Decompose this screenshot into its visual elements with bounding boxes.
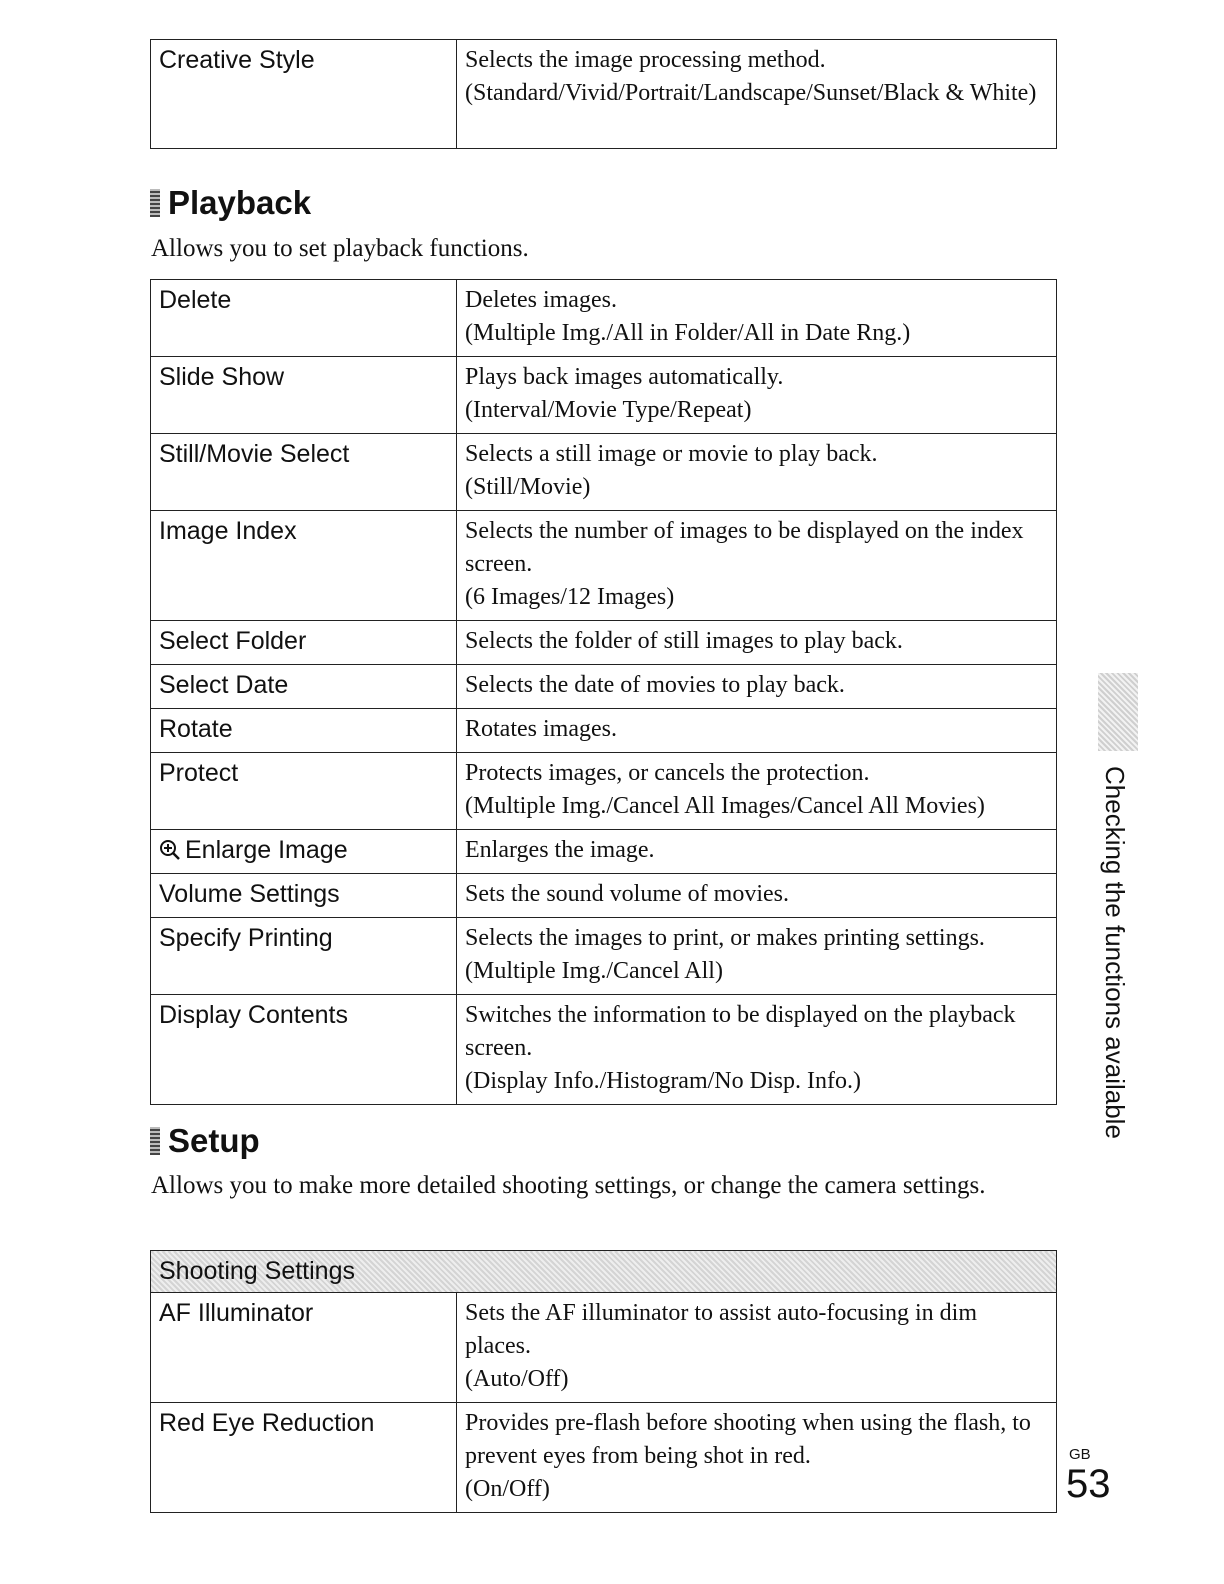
section-heading-playback: Playback xyxy=(150,185,311,221)
table-row xyxy=(151,40,1057,149)
section-marker-icon xyxy=(150,1127,160,1155)
side-tab-label: Checking the functions available xyxy=(1100,766,1130,1139)
function-description: Provides pre-flash before shooting when using the flash, to prevent eyes from being shot in red. (On/Off) xyxy=(465,1410,1031,1502)
page-number: 53 xyxy=(1066,1462,1111,1506)
function-name: Creative Style xyxy=(151,40,457,149)
side-tab-marker xyxy=(1098,673,1138,751)
table-row xyxy=(151,511,1057,621)
function-description: Deletes images. (Multiple Img./All in Folder/All in Date Rng.) xyxy=(465,287,911,346)
function-description: Selects the number of images to be displayed on the index screen. (6 Images/12 Images) xyxy=(465,518,1024,610)
function-name: AF Illuminator xyxy=(151,1293,457,1403)
table-row xyxy=(151,918,1057,995)
table-group-header xyxy=(151,1251,1057,1293)
table-row xyxy=(151,1403,1057,1513)
table-row xyxy=(151,874,1057,918)
function-description: Enlarges the image. xyxy=(465,837,655,863)
function-name: Select Date xyxy=(151,665,457,709)
table-row xyxy=(151,830,1057,874)
function-description: Sets the sound volume of movies. xyxy=(465,881,789,907)
function-name: Delete xyxy=(151,280,457,357)
function-name: Display Contents xyxy=(151,995,457,1105)
setup-table xyxy=(150,1250,1057,1513)
table-row xyxy=(151,434,1057,511)
zoom-in-icon xyxy=(159,839,181,861)
function-name: Enlarge Image xyxy=(185,836,348,864)
function-name: Volume Settings xyxy=(151,874,457,918)
function-name: Slide Show xyxy=(151,357,457,434)
playback-table xyxy=(150,279,1057,1105)
table-row xyxy=(151,753,1057,830)
section-heading-setup: Setup xyxy=(150,1123,260,1159)
creative-style-table xyxy=(150,39,1057,149)
function-name: Protect xyxy=(151,753,457,830)
function-description: Selects the folder of still images to play back. xyxy=(465,628,903,654)
function-description: Selects the image processing method. (Standard/Vivid/Portrait/Landscape/Sunset/Black & White) xyxy=(465,47,1037,106)
group-label: Shooting Settings xyxy=(151,1251,1057,1293)
function-description: Sets the AF illuminator to assist auto-focusing in dim places. (Auto/Off) xyxy=(465,1300,977,1392)
function-name: Select Folder xyxy=(151,621,457,665)
section-intro-playback: Allows you to set playback functions. xyxy=(151,235,529,262)
function-name: Rotate xyxy=(151,709,457,753)
function-description: Plays back images automatically. (Interval/Movie Type/Repeat) xyxy=(465,364,784,423)
function-description: Selects the images to print, or makes printing settings. (Multiple Img./Cancel All) xyxy=(465,925,985,984)
table-row xyxy=(151,709,1057,753)
table-row xyxy=(151,995,1057,1105)
table-row xyxy=(151,621,1057,665)
section-intro-setup: Allows you to make more detailed shooting settings, or change the camera settings. xyxy=(151,1172,986,1199)
table-row xyxy=(151,665,1057,709)
function-description: Selects a still image or movie to play back. (Still/Movie) xyxy=(465,441,878,500)
function-description: Protects images, or cancels the protection. (Multiple Img./Cancel All Images/Cancel All Movies) xyxy=(465,760,985,819)
function-name: Specify Printing xyxy=(151,918,457,995)
function-name: Still/Movie Select xyxy=(151,434,457,511)
section-marker-icon xyxy=(150,189,160,217)
function-name: Red Eye Reduction xyxy=(151,1403,457,1513)
table-row xyxy=(151,357,1057,434)
function-name: Image Index xyxy=(151,511,457,621)
function-description: Selects the date of movies to play back. xyxy=(465,672,845,698)
table-row xyxy=(151,1293,1057,1403)
function-description: Rotates images. xyxy=(465,716,617,742)
function-description: Switches the information to be displayed on the playback screen. (Display Info./Histogram/No Disp. Info.) xyxy=(465,1002,1016,1094)
table-row xyxy=(151,280,1057,357)
region-code: GB xyxy=(1069,1446,1091,1463)
